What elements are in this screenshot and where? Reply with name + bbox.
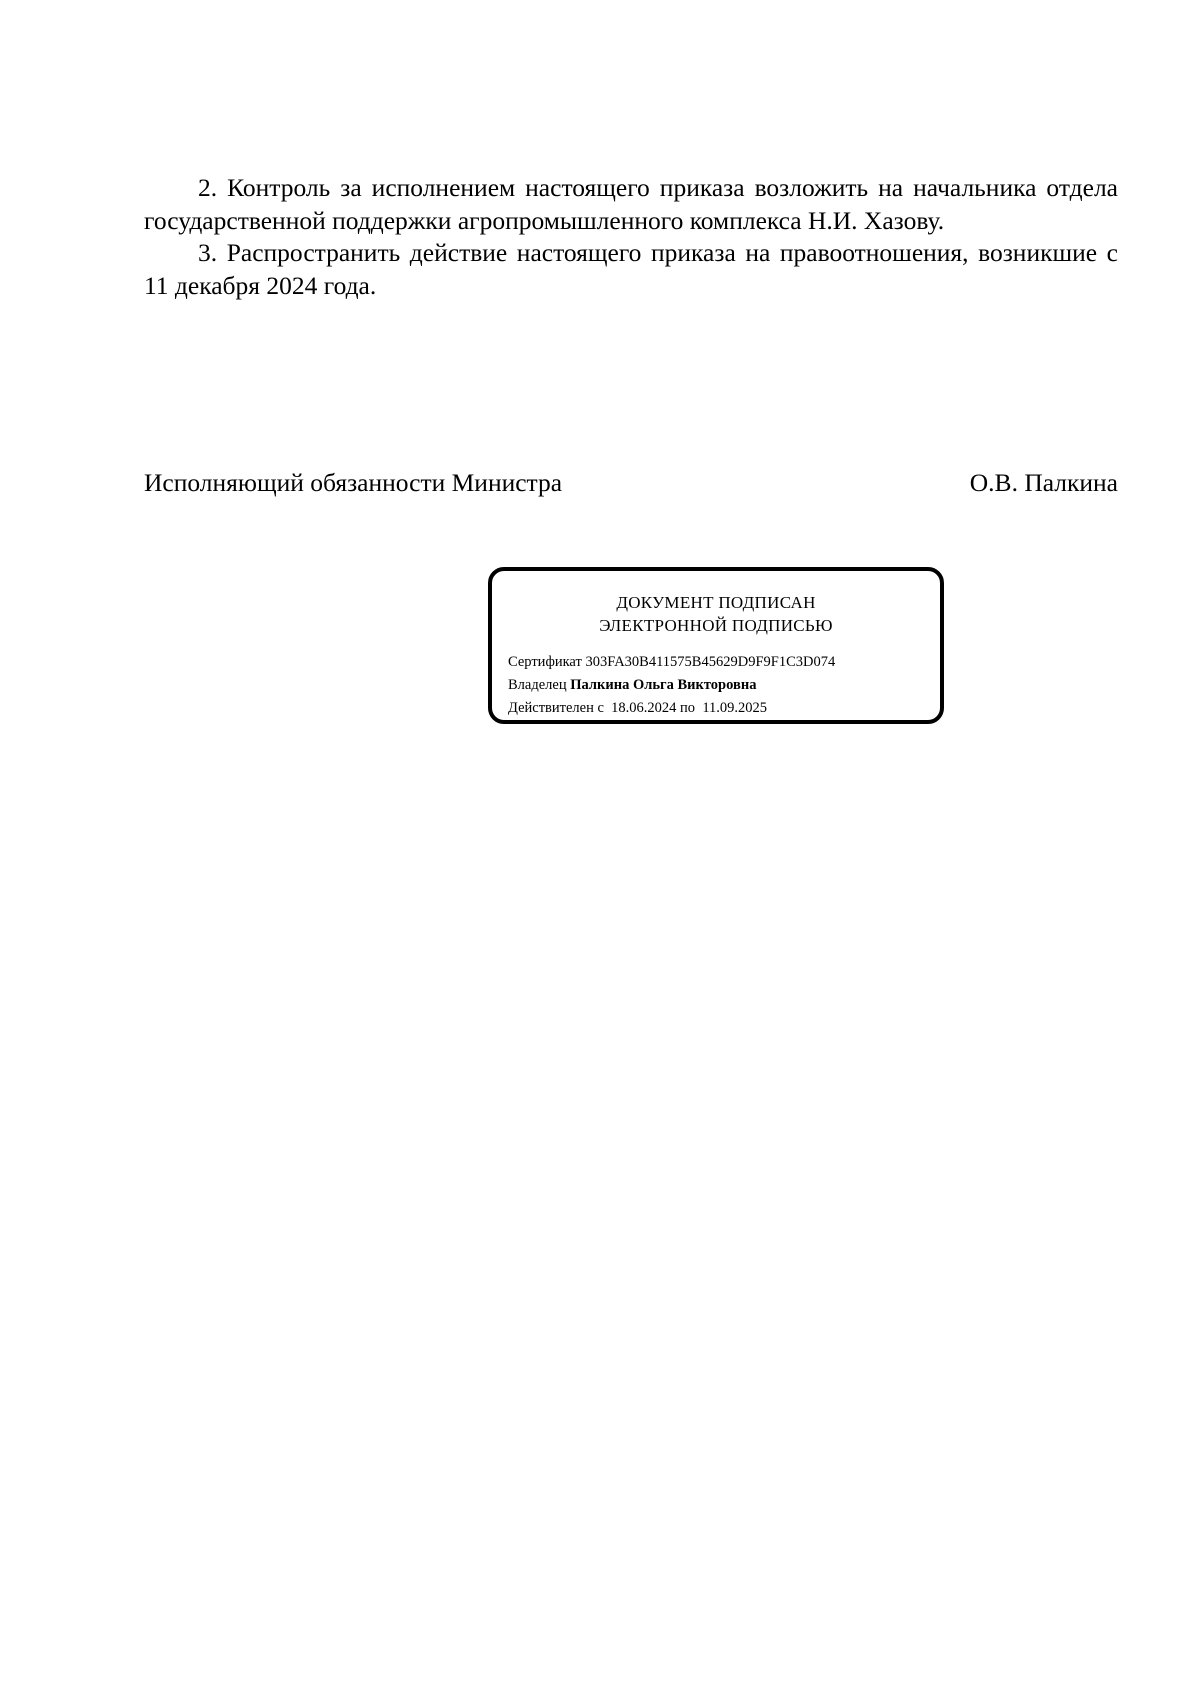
stamp-title-line-1: ДОКУМЕНТ ПОДПИСАН xyxy=(616,593,816,612)
certificate-value: 303FA30B411575B45629D9F9F1C3D074 xyxy=(585,654,836,670)
owner-value: Палкина Ольга Викторовна xyxy=(570,677,757,693)
certificate-label: Сертификат xyxy=(508,654,582,670)
valid-to-label: по xyxy=(680,700,696,716)
signatory-name: О.В. Палкина xyxy=(969,468,1118,497)
paragraph-3: 3. Распространить действие настоящего приказа на правоотношения, возникшие с 11 декабря 2024 года. xyxy=(144,238,1118,300)
paragraph-2: 2. Контроль за исполнением настоящего приказа возложить на начальника отдела государственной поддержки агропромышленного комплекса Н.И. Хазову. xyxy=(144,173,1118,235)
valid-from-date: 18.06.2024 xyxy=(611,700,677,716)
electronic-signature-stamp xyxy=(488,567,944,724)
document-body xyxy=(144,172,1118,302)
valid-from-label: Действителен с xyxy=(508,700,604,716)
certificate-line xyxy=(508,651,930,674)
stamp-title-line-2: ЭЛЕКТРОННОЙ ПОДПИСЬЮ xyxy=(599,616,833,635)
owner-line xyxy=(508,674,930,697)
signature-block xyxy=(144,466,1118,500)
valid-to-date: 11.09.2025 xyxy=(702,700,768,716)
signatory-position: Исполняющий обязанности Министра xyxy=(144,468,563,497)
owner-label: Владелец xyxy=(508,677,567,693)
validity-line xyxy=(508,697,930,720)
stamp-details xyxy=(508,651,930,720)
stamp-title xyxy=(492,591,940,637)
